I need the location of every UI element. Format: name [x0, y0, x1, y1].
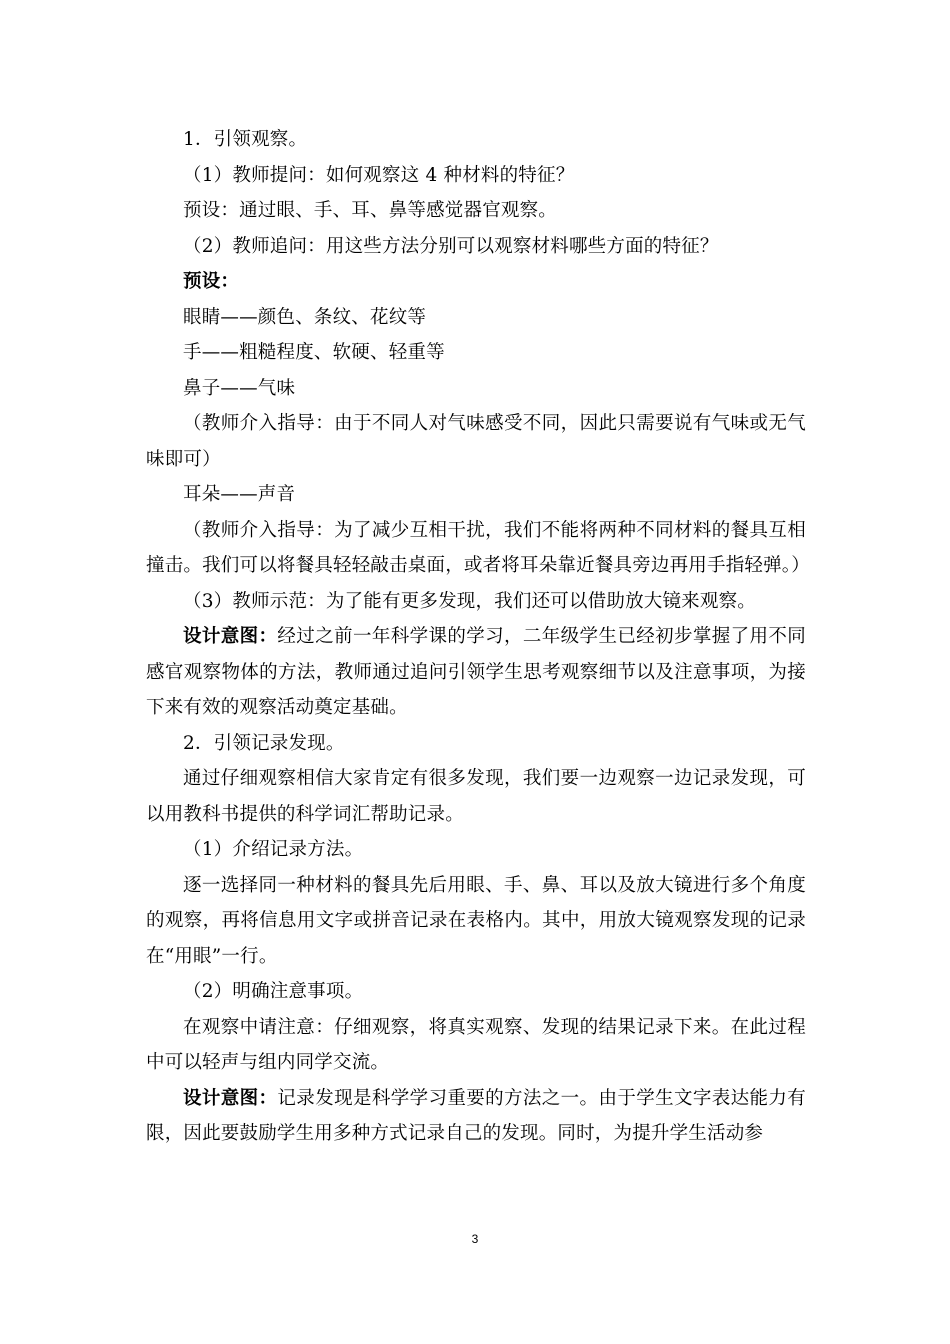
- paragraph: 通过仔细观察相信大家肯定有很多发现，我们要一边观察一边记录发现，可以用教科书提供的科学词汇帮助记录。: [146, 768, 806, 825]
- paragraph: （1）介绍记录方法。: [183, 839, 364, 860]
- page-number: 3: [471, 1232, 479, 1246]
- paragraph: （2）明确注意事项。: [183, 981, 364, 1002]
- paragraph: 在观察中请注意：仔细观察，将真实观察、发现的结果记录下来。在此过程中可以轻声与组内同学交流。: [146, 1016, 806, 1073]
- design-intent-label: 设计意图：: [183, 1087, 278, 1109]
- paragraph: 预设：通过眼、手、耳、鼻等感觉器官观察。: [183, 200, 558, 221]
- list-item: 手——粗糙程度、软硬、轻重等: [183, 342, 445, 363]
- list-item: 眼睛——颜色、条纹、花纹等: [183, 306, 427, 328]
- paragraph: （3）教师示范：为了能有更多发现，我们还可以借助放大镜来观察。: [183, 590, 756, 612]
- body-text: [146, 122, 810, 1152]
- paragraph: （1）教师提问：如何观察这 4 种材料的特征？: [183, 164, 575, 186]
- list-item: 鼻子——气味: [183, 377, 296, 399]
- design-intent-label: 设计意图：: [183, 626, 278, 647]
- paragraph: （教师介入指导：由于不同人对气味感受不同，因此只需要说有气味或无气味即可）: [146, 413, 806, 470]
- design-intent-text: 经过之前一年科学课的学习，二年级学生已经初步掌握了用不同感官观察物体的方法，教师通过追问引领学生思考观察细节以及注意事项，为接下来有效的观察活动奠定基础。: [146, 626, 806, 718]
- paragraph: 逐一选择同一种材料的餐具先后用眼、手、鼻、耳以及放大镜进行多个角度的观察，再将信息用文字或拼音记录在表格内。其中，用放大镜观察发现的记录在“用眼”一行。: [146, 874, 806, 967]
- design-intent-paragraph: [146, 1081, 806, 1152]
- list-item: 耳朵——声音: [183, 484, 296, 505]
- paragraph: （2）教师追问：用这些方法分别可以观察材料哪些方面的特征？: [183, 235, 719, 257]
- section-heading-recording: 2．引领记录发现。: [183, 732, 345, 754]
- paragraph: （教师介入指导：为了减少互相干扰，我们不能将两种不同材料的餐具互相撞击。我们可以将餐具轻轻敲击桌面，或者将耳朵靠近餐具旁边再用手指轻弹。）: [146, 519, 810, 576]
- design-intent-paragraph: [146, 619, 806, 726]
- section-heading-observation: 1．引领观察。: [183, 129, 308, 150]
- design-intent-text: 记录发现是科学学习重要的方法之一。由于学生文字表达能力有限，因此要鼓励学生用多种方式记录自己的发现。同时，为提升学生活动参: [146, 1087, 806, 1144]
- preset-label: 预设：: [183, 271, 240, 292]
